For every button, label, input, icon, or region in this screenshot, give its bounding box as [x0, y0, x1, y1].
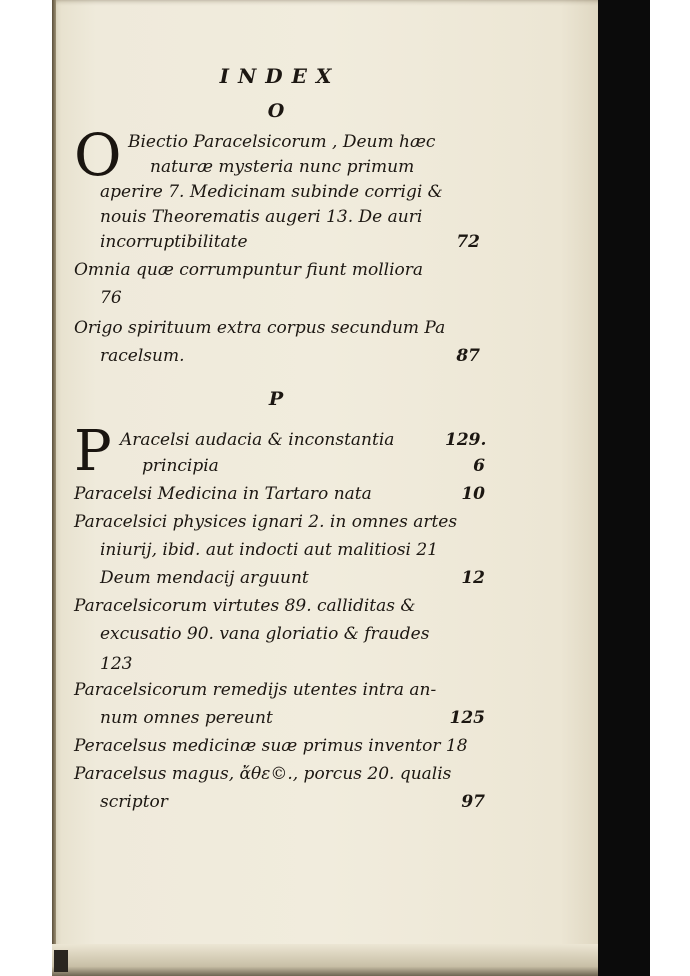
page-number: 10 [461, 484, 485, 504]
entry-line: nouis Theorematis augeri 13. De auri [100, 207, 423, 227]
entry-line: num omnes pereunt [100, 708, 273, 728]
page-number: 129. [445, 430, 487, 450]
entry-line: Biectio Paracelsicorum , Deum hæc [128, 132, 436, 152]
entry-line: iniurij, ibid. aut indocti aut malitiosi 21 [100, 540, 439, 560]
page-bottom-edge [52, 944, 604, 976]
entry-line: Omnia quæ corrumpuntur fiunt molliora [74, 260, 423, 280]
corner-mark [54, 950, 68, 972]
section-letter-p: P [268, 388, 284, 410]
entry-line: aperire 7. Medicinam subinde corrigi & [100, 182, 443, 202]
entry-line: Paracelsi Medicina in Tartaro nata [74, 484, 372, 504]
entry-line: Paracelsus magus, ἄθε©., porcus 20. qualis [74, 764, 452, 784]
entry-line: racelsum. [100, 346, 185, 366]
entry-line: scriptor [100, 792, 168, 812]
page-number: 125 [449, 708, 485, 728]
page-number: 6 [473, 456, 485, 476]
section-letter-o: O [267, 100, 285, 122]
entry-line: incorruptibilitate [100, 232, 248, 252]
dropcap-o: O [74, 121, 122, 189]
entry-line: Paracelsicorum virtutes 89. calliditas & [74, 596, 416, 616]
entry-line: naturæ mysteria nunc primum [150, 157, 415, 177]
entry-line: Paracelsicorum remedijs utentes intra an- [74, 680, 437, 700]
entry-line: principia [142, 456, 219, 476]
page-number: 87 [456, 346, 480, 366]
entry-line: 76 [100, 288, 122, 308]
page-title: INDEX [219, 64, 341, 88]
entry-line: Origo spirituum extra corpus secundum Pa [74, 318, 446, 338]
entry-line: 123 [100, 654, 133, 674]
dropcap-p: P [74, 419, 112, 484]
scan-background [598, 0, 650, 976]
entry-line: excusatio 90. vana gloriatio & fraudes [100, 624, 430, 644]
page-number: 72 [456, 232, 480, 252]
page-number: 12 [461, 568, 485, 588]
page-binding-edge [52, 0, 56, 976]
entry-line: Aracelsi audacia & inconstantia [120, 430, 395, 450]
entry-line: Deum mendacij arguunt [100, 568, 309, 588]
entry-line: Paracelsici physices ignari 2. in omnes artes [74, 512, 458, 532]
entry-line: Peracelsus medicinæ suæ primus inventor 18 [74, 736, 468, 756]
page-number: 97 [461, 792, 485, 812]
